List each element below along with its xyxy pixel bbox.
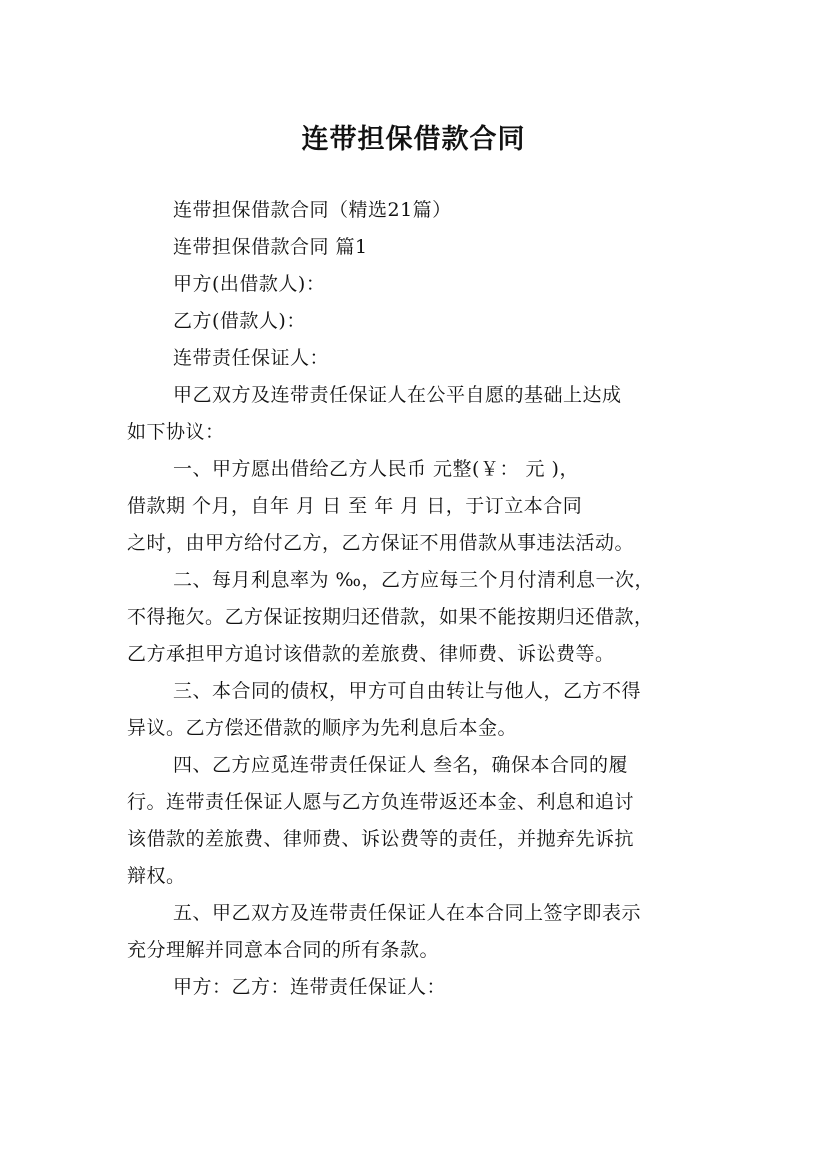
- paragraph-line-clause-1-a: 一、甲方愿出借给乙方人民币 元整(￥： 元 )，: [173, 458, 579, 480]
- paragraph-line-clause-2-b: 不得拖欠。乙方保证按期归还借款，如果不能按期归还借款，: [127, 606, 654, 628]
- paragraph-line-subtitle: 连带担保借款合同（精选21篇）: [173, 199, 452, 221]
- paragraph-line-clause-4-b: 行。连带责任保证人愿与乙方负连带返还本金、利息和追讨: [127, 791, 635, 813]
- paragraph-line-clause-4-d: 辩权。: [127, 865, 186, 887]
- paragraph-line-clause-2-a: 二、每月利息率为 ‰，乙方应每三个月付清利息一次，: [173, 569, 655, 591]
- paragraph-line-clause-5-a: 五、甲乙双方及连带责任保证人在本合同上签字即表示: [173, 902, 642, 924]
- paragraph-line-clause-5-b: 充分理解并同意本合同的所有条款。: [127, 939, 440, 961]
- paragraph-line-clause-3-a: 三、本合同的债权，甲方可自由转让与他人，乙方不得: [173, 680, 642, 702]
- paragraph-line-preamble-2: 如下协议：: [127, 421, 225, 443]
- paragraph-line-preamble-1: 甲乙双方及连带责任保证人在公平自愿的基础上达成: [173, 384, 622, 406]
- paragraph-line-clause-4-a: 四、乙方应觅连带责任保证人 叁名，确保本合同的履: [173, 754, 629, 776]
- paragraph-line-section-heading: 连带担保借款合同 篇1: [173, 236, 368, 258]
- paragraph-line-party-a: 甲方(出借款人)：: [173, 273, 326, 295]
- document-title: 连带担保借款合同: [301, 124, 526, 156]
- paragraph-line-clause-3-b: 异议。乙方偿还借款的顺序为先利息后本金。: [127, 717, 518, 739]
- paragraph-line-clause-1-b: 借款期 个月，自年 月 日 至 年 月 日，于订立本合同: [127, 495, 583, 517]
- paragraph-line-guarantor: 连带责任保证人：: [173, 347, 330, 369]
- document-body: [127, 192, 727, 1006]
- paragraph-line-clause-4-c: 该借款的差旅费、律师费、诉讼费等的责任，并抛弃先诉抗: [127, 828, 635, 850]
- paragraph-line-signatures: 甲方：乙方：连带责任保证人：: [173, 976, 447, 998]
- paragraph-line-clause-2-c: 乙方承担甲方追讨该借款的差旅费、律师费、诉讼费等。: [127, 643, 615, 665]
- paragraph-line-party-b: 乙方(借款人)：: [173, 310, 306, 332]
- paragraph-line-clause-1-c: 之时，由甲方给付乙方，乙方保证不用借款从事违法活动。: [127, 532, 635, 554]
